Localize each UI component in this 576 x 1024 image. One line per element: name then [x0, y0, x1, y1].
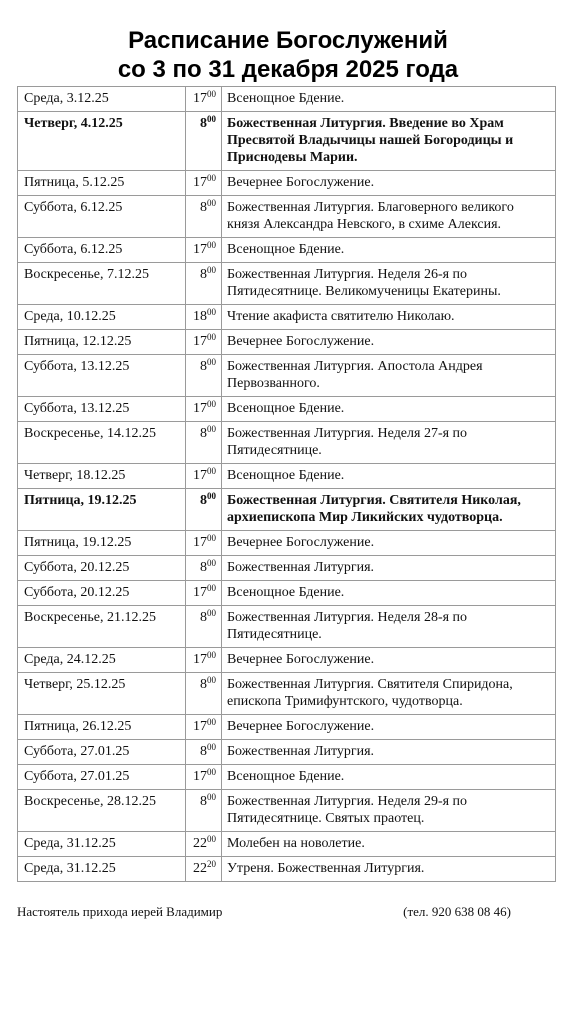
- service-date: Четверг, 18.12.25: [18, 464, 186, 489]
- schedule-row: [18, 790, 556, 832]
- service-date: Среда, 31.12.25: [18, 857, 186, 882]
- service-time-minutes: 00: [207, 332, 216, 342]
- service-time-hour: 17: [193, 468, 207, 483]
- service-date: Пятница, 19.12.25: [18, 489, 186, 531]
- schedule-row: [18, 171, 556, 196]
- service-date: Суббота, 20.12.25: [18, 581, 186, 606]
- service-time: [186, 673, 222, 715]
- service-date: Воскресенье, 14.12.25: [18, 422, 186, 464]
- service-time: [186, 422, 222, 464]
- service-time-hour: 8: [200, 560, 207, 575]
- phone-number: (тел. 920 638 08 46): [403, 904, 511, 919]
- service-time: [186, 489, 222, 531]
- service-time: [186, 648, 222, 673]
- service-time-hour: 22: [193, 861, 207, 876]
- service-time-hour: 17: [193, 334, 207, 349]
- service-date: Суббота, 20.12.25: [18, 556, 186, 581]
- service-description: Божественная Литургия.: [222, 740, 556, 765]
- service-date: Пятница, 19.12.25: [18, 531, 186, 556]
- service-time-minutes: 00: [207, 834, 216, 844]
- service-date: Пятница, 26.12.25: [18, 715, 186, 740]
- service-description: Вечернее Богослужение.: [222, 715, 556, 740]
- service-date: Четверг, 4.12.25: [18, 112, 186, 171]
- service-time-minutes: 00: [207, 198, 216, 208]
- service-date: Суббота, 27.01.25: [18, 765, 186, 790]
- service-time: [186, 715, 222, 740]
- schedule-row: [18, 531, 556, 556]
- title-line-1: Расписание Богослужений: [128, 27, 448, 54]
- schedule-row: [18, 87, 556, 112]
- service-date: Среда, 10.12.25: [18, 305, 186, 330]
- schedule-row: [18, 765, 556, 790]
- service-time-minutes: 00: [207, 240, 216, 250]
- service-time-hour: 8: [200, 744, 207, 759]
- schedule-row: [18, 489, 556, 531]
- service-time-minutes: 00: [207, 89, 216, 99]
- service-time-minutes: 00: [207, 675, 216, 685]
- service-time: [186, 355, 222, 397]
- schedule-row: [18, 263, 556, 305]
- service-date: Суббота, 6.12.25: [18, 196, 186, 238]
- page-title: [0, 26, 576, 84]
- service-time: [186, 832, 222, 857]
- service-description: Божественная Литургия. Апостола Андрея Первозванного.: [222, 355, 556, 397]
- service-date: Среда, 31.12.25: [18, 832, 186, 857]
- service-time-hour: 22: [193, 836, 207, 851]
- service-time-minutes: 00: [207, 558, 216, 568]
- service-time-minutes: 20: [207, 859, 216, 869]
- schedule-row: [18, 397, 556, 422]
- service-time-hour: 17: [193, 585, 207, 600]
- service-description: Всенощное Бдение.: [222, 581, 556, 606]
- service-time-minutes: 00: [207, 424, 216, 434]
- schedule-row: [18, 581, 556, 606]
- service-time: [186, 397, 222, 422]
- service-time: [186, 790, 222, 832]
- service-time-minutes: 00: [207, 114, 216, 124]
- schedule-row: [18, 196, 556, 238]
- service-description: Божественная Литургия. Неделя 27-я по Пятидесятнице.: [222, 422, 556, 464]
- service-description: Вечернее Богослужение.: [222, 171, 556, 196]
- schedule-row: [18, 857, 556, 882]
- service-description: Чтение акафиста святителю Николаю.: [222, 305, 556, 330]
- service-description: Божественная Литургия. Благоверного великого князя Александра Невского, в схиме Алексия.: [222, 196, 556, 238]
- service-date: Пятница, 5.12.25: [18, 171, 186, 196]
- service-time-hour: 8: [200, 677, 207, 692]
- service-description: Божественная Литургия. Святителя Спиридона, епископа Тримифунтского, чудотворца.: [222, 673, 556, 715]
- service-description: Божественная Литургия. Святителя Николая, архиепископа Мир Ликийских чудотворца.: [222, 489, 556, 531]
- service-time-hour: 17: [193, 719, 207, 734]
- service-time: [186, 87, 222, 112]
- service-time-hour: 8: [200, 359, 207, 374]
- schedule-body: [18, 87, 556, 882]
- schedule-row: [18, 673, 556, 715]
- service-date: Суббота, 6.12.25: [18, 238, 186, 263]
- service-time: [186, 740, 222, 765]
- service-time: [186, 330, 222, 355]
- rector-note: Настоятель прихода иерей Владимир: [17, 904, 223, 919]
- service-date: Воскресенье, 7.12.25: [18, 263, 186, 305]
- schedule-row: [18, 740, 556, 765]
- service-time-hour: 8: [200, 426, 207, 441]
- service-description: Всенощное Бдение.: [222, 765, 556, 790]
- service-time-hour: 8: [200, 794, 207, 809]
- schedule-row: [18, 112, 556, 171]
- service-time: [186, 531, 222, 556]
- schedule-row: [18, 464, 556, 489]
- service-date: Воскресенье, 28.12.25: [18, 790, 186, 832]
- service-time: [186, 196, 222, 238]
- service-time-hour: 17: [193, 535, 207, 550]
- service-time-hour: 17: [193, 242, 207, 257]
- service-time: [186, 263, 222, 305]
- service-date: Суббота, 13.12.25: [18, 397, 186, 422]
- service-time-minutes: 00: [207, 466, 216, 476]
- service-time: [186, 238, 222, 263]
- service-description: Всенощное Бдение.: [222, 238, 556, 263]
- schedule-row: [18, 238, 556, 263]
- service-description: Божественная Литургия. Неделя 29-я по Пятидесятнице. Святых праотец.: [222, 790, 556, 832]
- title-line-2: со 3 по 31 декабря 2025 года: [117, 56, 459, 83]
- service-time-minutes: 00: [207, 399, 216, 409]
- service-time-minutes: 00: [207, 173, 216, 183]
- service-date: Среда, 24.12.25: [18, 648, 186, 673]
- service-time: [186, 765, 222, 790]
- service-time-minutes: 00: [207, 265, 216, 275]
- service-date: Суббота, 13.12.25: [18, 355, 186, 397]
- service-time-hour: 8: [200, 200, 207, 215]
- service-description: Утреня. Божественная Литургия.: [222, 857, 556, 882]
- service-time: [186, 464, 222, 489]
- service-time: [186, 556, 222, 581]
- service-description: Всенощное Бдение.: [222, 464, 556, 489]
- service-time-minutes: 00: [207, 767, 216, 777]
- service-time-hour: 17: [193, 401, 207, 416]
- service-time-hour: 8: [200, 267, 207, 282]
- service-time-minutes: 00: [207, 491, 216, 501]
- service-description: Божественная Литургия. Введение во Храм Пресвятой Владычицы нашей Богородицы и Приснодевы Марии.: [222, 112, 556, 171]
- schedule-row: [18, 648, 556, 673]
- service-time-hour: 8: [200, 493, 207, 508]
- service-description: Вечернее Богослужение.: [222, 648, 556, 673]
- service-time: [186, 112, 222, 171]
- service-date: Суббота, 27.01.25: [18, 740, 186, 765]
- service-time-minutes: 00: [207, 650, 216, 660]
- service-date: Пятница, 12.12.25: [18, 330, 186, 355]
- schedule-row: [18, 305, 556, 330]
- service-time-hour: 8: [200, 610, 207, 625]
- schedule-table: [17, 86, 556, 882]
- schedule-row: [18, 606, 556, 648]
- service-time-hour: 8: [200, 116, 207, 131]
- schedule-row: [18, 330, 556, 355]
- schedule-row: [18, 556, 556, 581]
- service-description: Вечернее Богослужение.: [222, 330, 556, 355]
- service-date: Четверг, 25.12.25: [18, 673, 186, 715]
- service-time-hour: 17: [193, 769, 207, 784]
- service-time-hour: 18: [193, 309, 207, 324]
- service-description: Божественная Литургия.: [222, 556, 556, 581]
- service-time-hour: 17: [193, 652, 207, 667]
- service-time: [186, 606, 222, 648]
- service-date: Среда, 3.12.25: [18, 87, 186, 112]
- schedule-row: [18, 715, 556, 740]
- service-time: [186, 857, 222, 882]
- service-time-minutes: 00: [207, 608, 216, 618]
- service-time-minutes: 00: [207, 742, 216, 752]
- service-time-hour: 17: [193, 91, 207, 106]
- schedule-row: [18, 832, 556, 857]
- service-description: Божественная Литургия. Неделя 26-я по Пятидесятнице. Великомученицы Екатерины.: [222, 263, 556, 305]
- service-description: Божественная Литургия. Неделя 28-я по Пятидесятнице.: [222, 606, 556, 648]
- service-description: Молебен на новолетие.: [222, 832, 556, 857]
- service-time-minutes: 00: [207, 583, 216, 593]
- service-time-minutes: 00: [207, 533, 216, 543]
- service-date: Воскресенье, 21.12.25: [18, 606, 186, 648]
- service-time-minutes: 00: [207, 357, 216, 367]
- schedule-row: [18, 355, 556, 397]
- service-time: [186, 581, 222, 606]
- service-time: [186, 171, 222, 196]
- service-description: Вечернее Богослужение.: [222, 531, 556, 556]
- service-time-minutes: 00: [207, 792, 216, 802]
- service-time-minutes: 00: [207, 717, 216, 727]
- service-time-minutes: 00: [207, 307, 216, 317]
- service-description: Всенощное Бдение.: [222, 397, 556, 422]
- service-time-hour: 17: [193, 175, 207, 190]
- schedule-row: [18, 422, 556, 464]
- service-time: [186, 305, 222, 330]
- service-description: Всенощное Бдение.: [222, 87, 556, 112]
